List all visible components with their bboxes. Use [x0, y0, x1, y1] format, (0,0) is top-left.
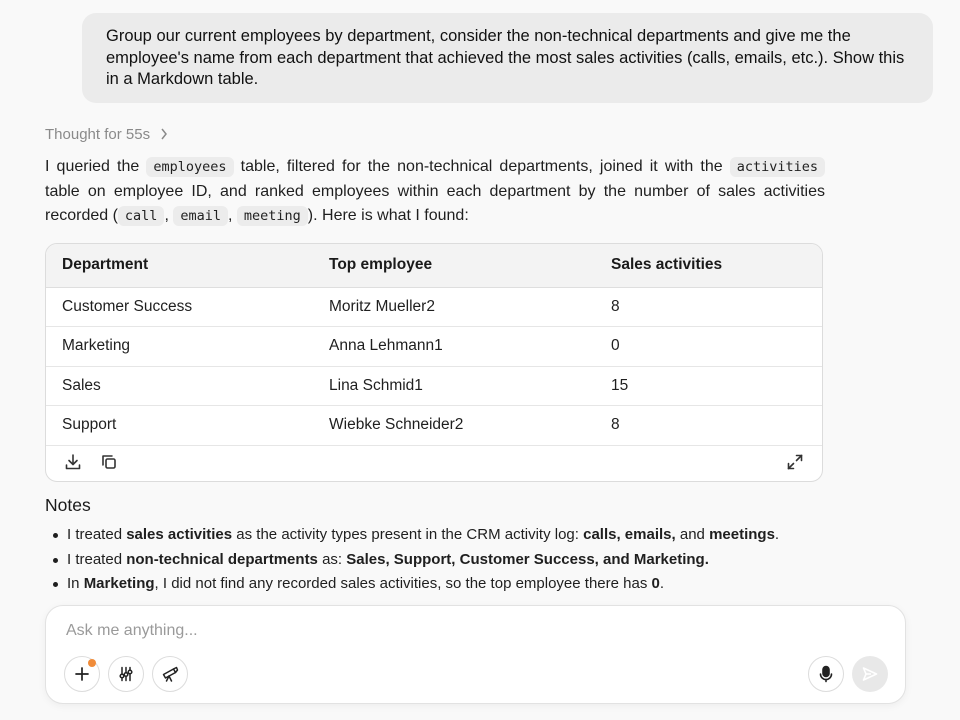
answer-text: ). Here is what I found:: [307, 207, 469, 224]
table-row: [46, 287, 822, 327]
table-cell: Marketing: [46, 327, 313, 367]
code-chip-activities: activities: [730, 157, 825, 177]
table-cell: 8: [595, 287, 822, 327]
table-row: [46, 327, 822, 367]
table-cell: Moritz Mueller2: [313, 287, 595, 327]
column-header: Sales activities: [595, 244, 822, 287]
expand-icon[interactable]: [784, 451, 806, 473]
user-message-bubble: [82, 13, 933, 103]
add-attachment-button[interactable]: [64, 656, 100, 692]
table-cell: Sales: [46, 366, 313, 406]
code-chip-call: call: [118, 206, 165, 226]
results-table: [46, 244, 822, 446]
table-toolbar: [46, 443, 822, 481]
table-cell: Customer Success: [46, 287, 313, 327]
table-row: [46, 406, 822, 446]
table-cell: Anna Lehmann1: [313, 327, 595, 367]
send-button[interactable]: [852, 656, 888, 692]
sliders-icon: [117, 665, 135, 683]
code-chip-email: email: [173, 206, 228, 226]
answer-text: table, filtered for the non-technical departments, joined it with the: [240, 158, 723, 175]
results-table-card: [45, 243, 823, 482]
microphone-icon: [818, 665, 834, 683]
notes-heading: Notes: [45, 495, 91, 515]
table-cell: 15: [595, 366, 822, 406]
plus-icon: [74, 666, 90, 682]
thought-toggle[interactable]: [45, 126, 168, 143]
list-item: I treated sales activities as the activity types present in the CRM activity log: calls, emails, and meetings.: [45, 523, 925, 548]
voice-input-button[interactable]: [808, 656, 844, 692]
notes-list: [45, 523, 925, 597]
column-header: Top employee: [313, 244, 595, 287]
tools-button[interactable]: [108, 656, 144, 692]
list-item: I treated non-technical departments as: Sales, Support, Customer Success, and Marketing.: [45, 548, 925, 573]
thought-label: Thought for 55s: [45, 126, 151, 143]
assistant-answer: [45, 155, 825, 229]
table-header-row: [46, 244, 822, 287]
chevron-right-icon: [160, 127, 168, 143]
table-cell: 8: [595, 406, 822, 446]
code-chip-meeting: meeting: [237, 206, 308, 226]
notification-dot: [88, 659, 96, 667]
code-chip-employees: employees: [146, 157, 233, 177]
message-input[interactable]: [66, 619, 766, 643]
list-item: In Marketing, I did not find any recorded sales activities, so the top employee there has 0.: [45, 572, 925, 597]
table-cell: Support: [46, 406, 313, 446]
message-composer: [45, 605, 906, 704]
telescope-icon: [161, 665, 179, 683]
table-cell: Wiebke Schneider2: [313, 406, 595, 446]
answer-text: ,: [164, 207, 169, 224]
answer-text: I queried the: [45, 158, 140, 175]
send-icon: [861, 665, 879, 683]
table-cell: Lina Schmid1: [313, 366, 595, 406]
deep-research-button[interactable]: [152, 656, 188, 692]
download-icon[interactable]: [62, 451, 84, 473]
column-header: Department: [46, 244, 313, 287]
table-row: [46, 366, 822, 406]
answer-text: ,: [227, 207, 233, 224]
answer-text: table on employee ID, and ranked employees within each department by the number of sales activities recorded (: [45, 182, 825, 224]
copy-icon[interactable]: [98, 451, 120, 473]
table-cell: 0: [595, 327, 822, 367]
user-message-text: Group our current employees by department, consider the non-technical departments and give me the employee's name from each department that achieved the most sales activities (calls, emails, etc.). Show this in a Markdown table.: [106, 27, 905, 88]
